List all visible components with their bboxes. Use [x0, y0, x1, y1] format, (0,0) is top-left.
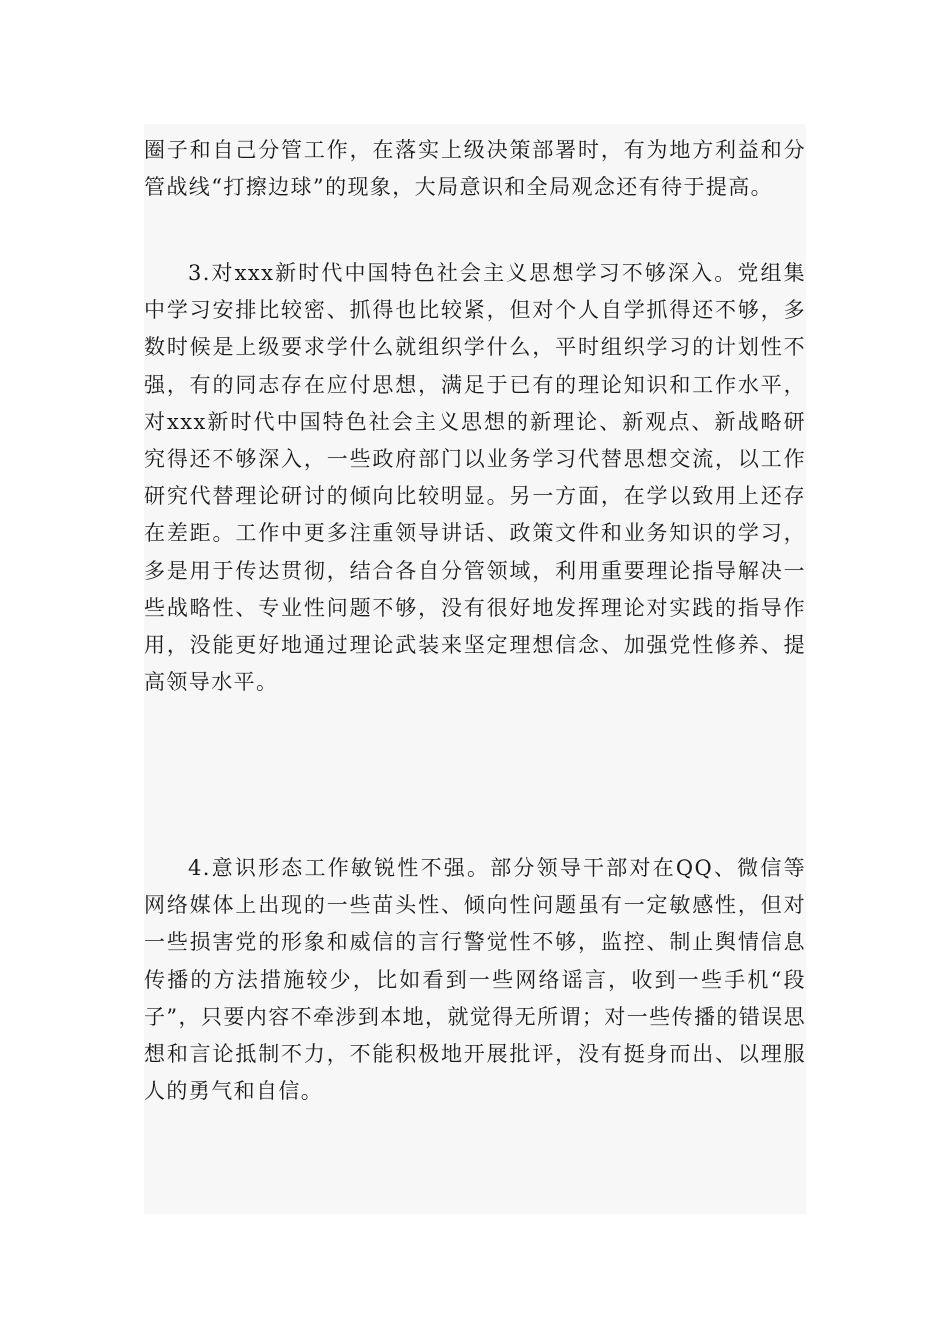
document-text-block	[144, 124, 806, 1214]
paragraph-item-3: 3.对xxx新时代中国特色社会主义思想学习不够深入。党组集中学习安排比较密、抓得也比较紧，但对个人自学抓得还不够，多数时候是上级要求学什么就组织学什么，平时组织学习的计划性不强，有的同志存在应付思想，满足于已有的理论知识和工作水平，对xxx新时代中国特色社会主义思想的新理论、新观点、新战略研究得还不够深入，一些政府部门以业务学习代替思想交流，以工作研究代替理论研讨的倾向比较明显。另一方面，在学以致用上还存在差距。工作中更多注重领导讲话、政策文件和业务知识的学习，多是用于传达贯彻，结合各自分管领域，利用重要理论指导解决一些战略性、专业性问题不够，没有很好地发挥理论对实践的指导作用，没能更好地通过理论武装来坚定理想信念、加强党性修养、提高领导水平。	[144, 261, 806, 695]
paragraph-continuation: 圈子和自己分管工作，在落实上级决策部署时，有为地方利益和分管战线“打擦边球”的现象，大局意识和全局观念还有待于提高。	[144, 138, 806, 200]
paragraph-item-4: 4.意识形态工作敏锐性不强。部分领导干部对在QQ、微信等网络媒体上出现的一些苗头性、倾向性问题虽有一定敏感性，但对一些损害党的形象和威信的言行警觉性不够，监控、制止舆情信息传播的方法措施较少，比如看到一些网络谣言，收到一些手机“段子”，只要内容不牵涉到本地，就觉得无所谓；对一些传播的错误思想和言论抵制不力，不能积极地开展批评，没有挺身而出、以理服人的勇气和自信。	[144, 856, 806, 1104]
